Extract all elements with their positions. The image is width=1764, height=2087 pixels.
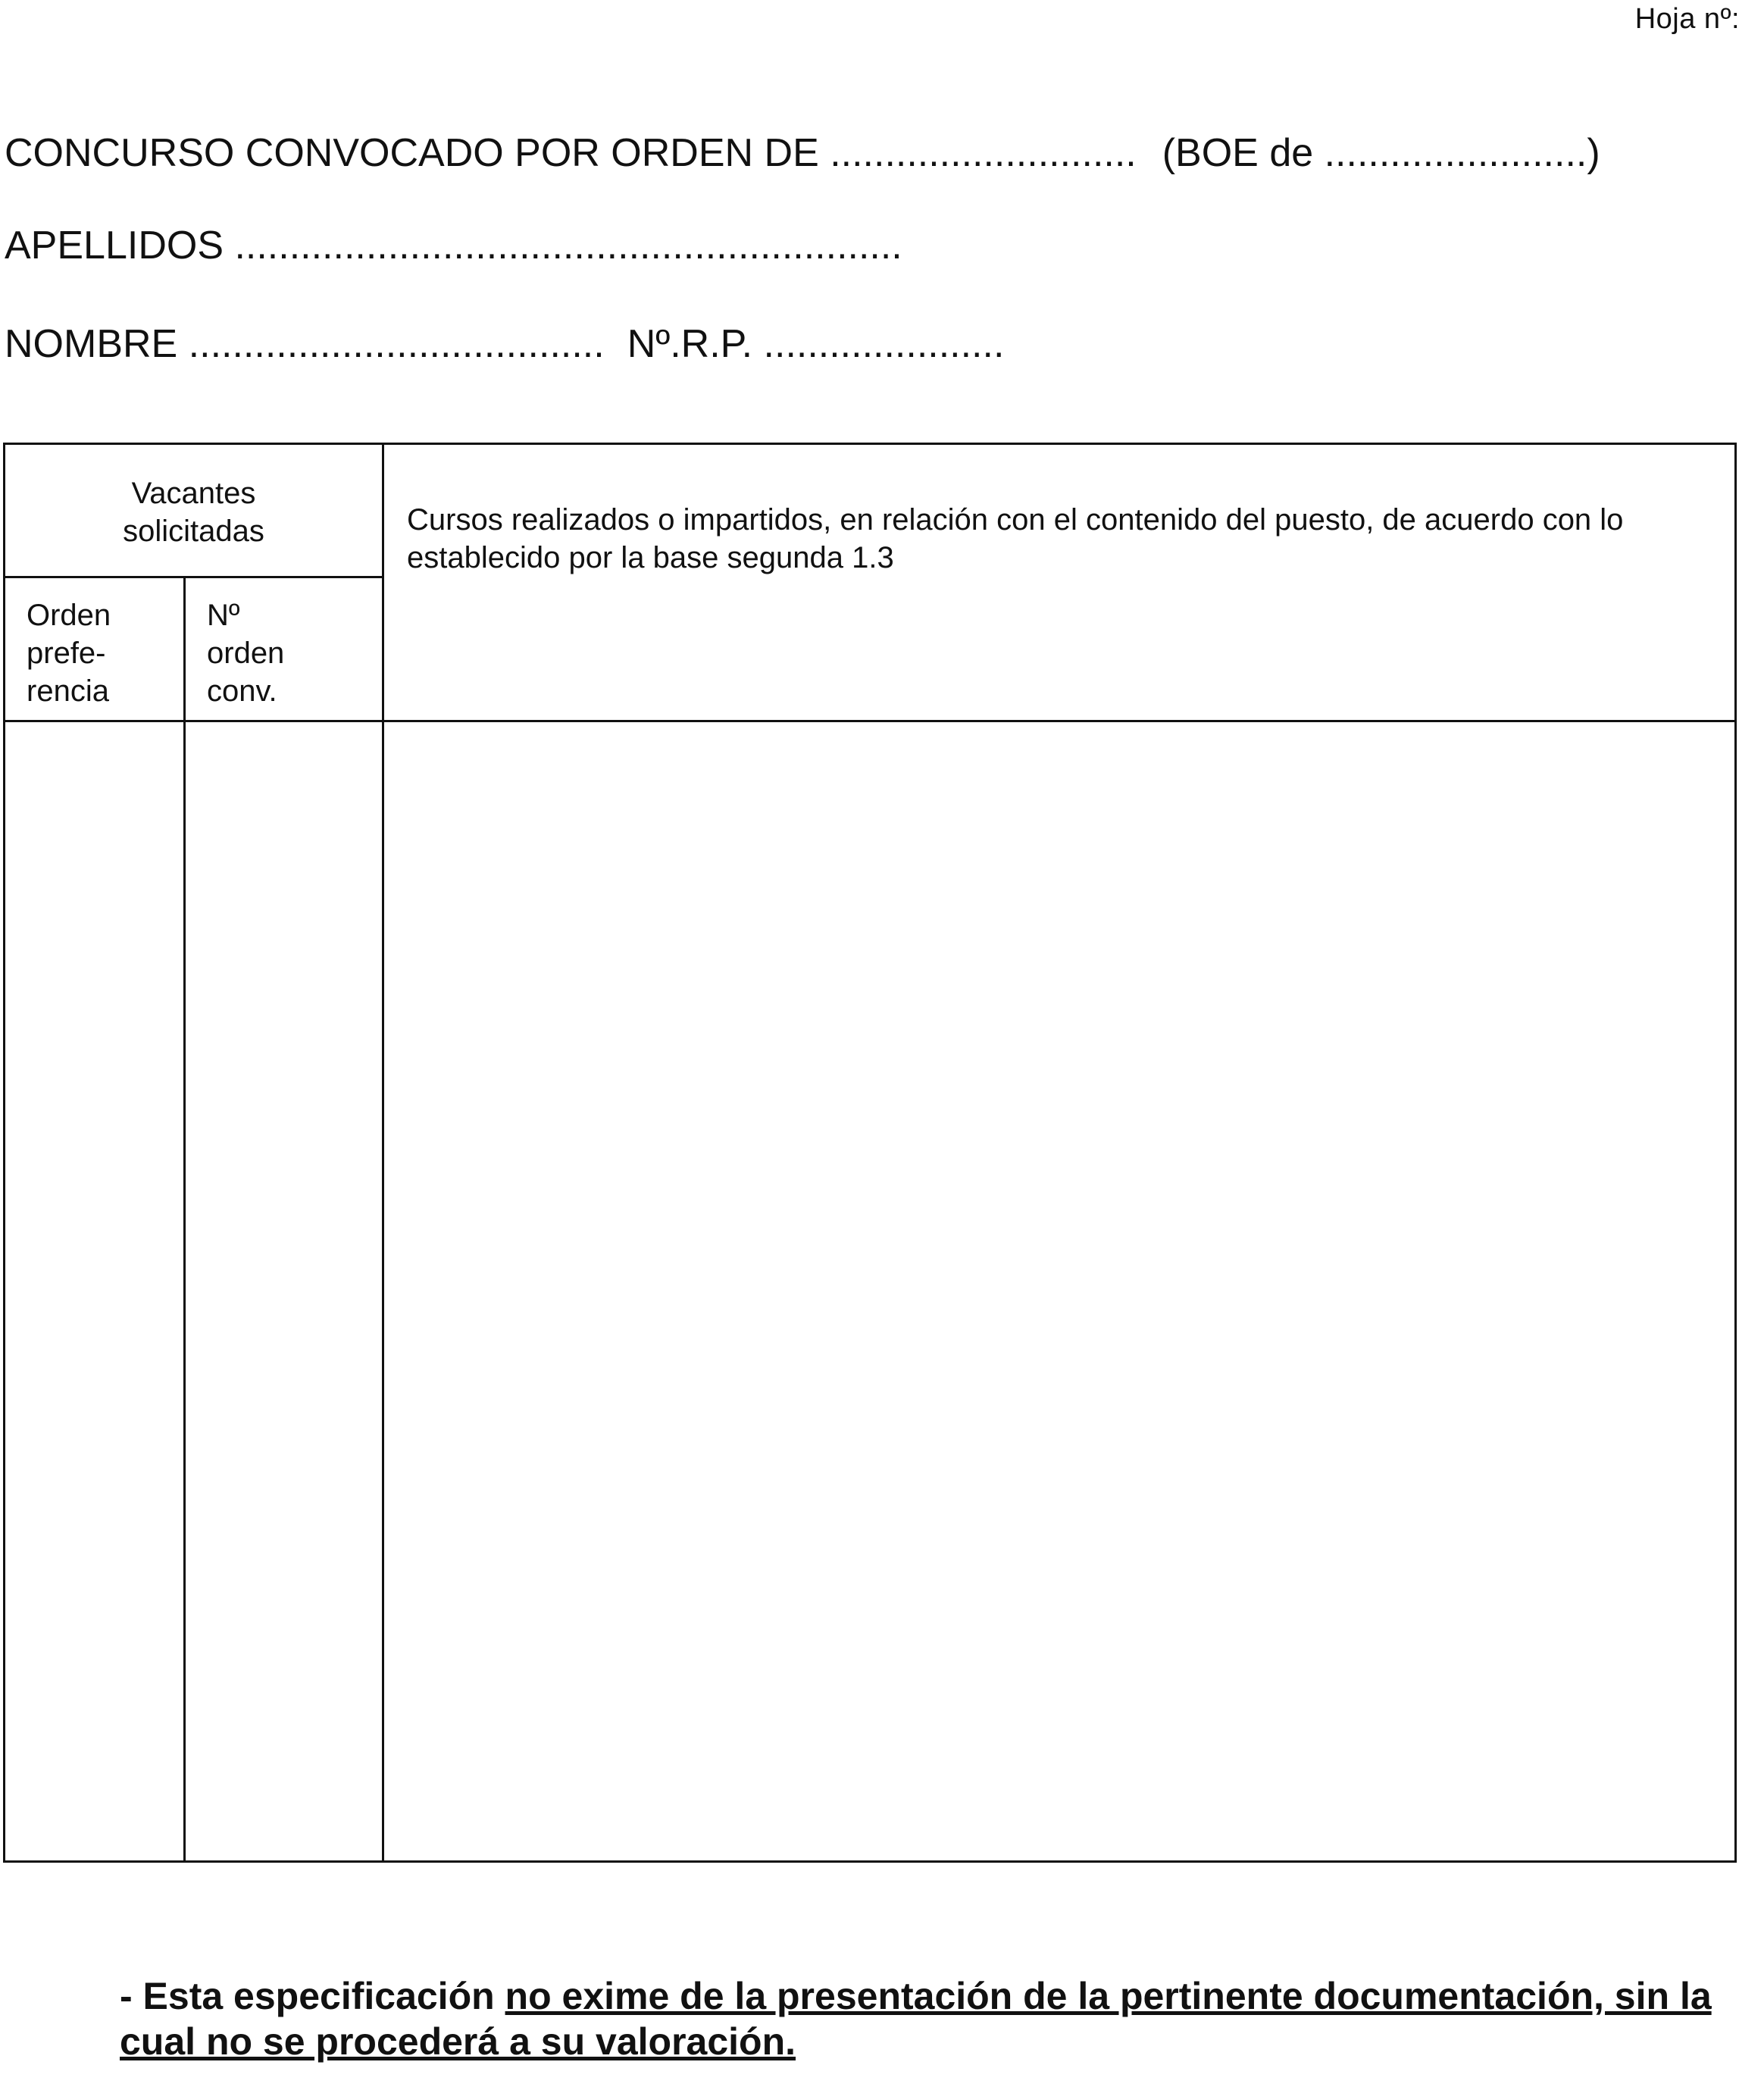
notice-underlined: no exime de la presentación de la pertinente documentación, sin la cual no se procederá a su valoración. [120,1975,1712,2063]
num-line1: Nº [207,599,240,632]
apellidos-line [5,224,902,268]
cursos-header: Cursos realizados o impartidos, en relación con el contenido del puesto, de acuerdo con lo establecido por la base segunda 1.3 [383,444,1736,721]
orden-line1: Orden [27,599,111,632]
notice-prefix: - Esta especificación [120,1975,505,2017]
table-header-row [5,444,1736,577]
sheet-number-label: Hoja nº: [1634,3,1740,35]
boe-date-field[interactable]: (BOE de ........................) [1162,131,1600,175]
cursos-cell[interactable] [383,721,1736,1862]
num-line3: conv. [207,674,277,708]
orden-line3: rencia [27,674,109,708]
orden-preferencia-header [5,577,185,721]
vacantes-header-line2: solicitadas [123,514,264,548]
numero-orden-cell[interactable] [185,721,383,1862]
footer-notice [120,1973,1749,2064]
nrp-field[interactable]: Nº.R.P. ...................... [627,322,1005,366]
apellidos-field[interactable]: APELLIDOS ............................................................. [5,224,902,268]
concurso-line [5,133,1600,173]
num-line2: orden [207,637,285,670]
vacantes-header-line1: Vacantes [131,476,256,510]
courses-table [3,443,1737,1863]
orden-preferencia-cell[interactable] [5,721,185,1862]
nombre-line [5,324,1004,364]
nombre-field[interactable]: NOMBRE ...................................... [5,322,605,366]
concurso-order-field[interactable]: CONCURSO CONVOCADO POR ORDEN DE ............................ [5,131,1137,175]
numero-orden-header [185,577,383,721]
table-body-row [5,721,1736,1862]
vacantes-header [5,444,383,577]
orden-line2: prefe- [27,637,106,670]
